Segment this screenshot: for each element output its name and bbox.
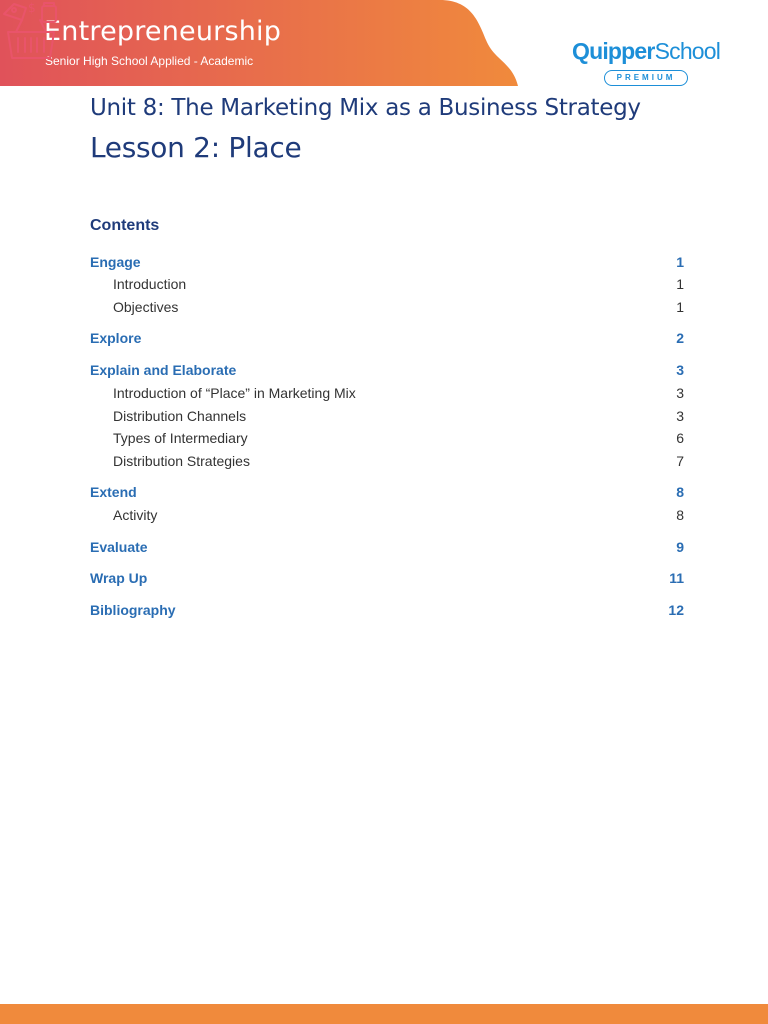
toc-entry-label: Introduction	[113, 276, 187, 292]
svg-text:$: $	[28, 1, 36, 15]
toc-subsection-link[interactable]	[90, 453, 684, 469]
toc-subsection-link[interactable]	[90, 299, 684, 315]
contents-heading: Contents	[90, 217, 160, 234]
shopping-basket-icon	[0, 0, 62, 64]
toc-subsection-link[interactable]	[90, 276, 684, 292]
logo-brand-light: School	[654, 38, 721, 64]
toc-entry-label: Extend	[90, 484, 137, 500]
toc-section-link[interactable]	[90, 602, 684, 618]
toc-section-link[interactable]	[90, 254, 684, 270]
toc-page-number: 6	[676, 430, 684, 446]
toc-page-number: 8	[676, 484, 684, 500]
toc-page-number: 11	[669, 570, 684, 586]
footer-bar	[0, 1004, 768, 1024]
toc-subsection-link[interactable]	[90, 430, 684, 446]
toc-entry-label: Bibliography	[90, 602, 176, 618]
toc-subsection-link[interactable]	[90, 408, 684, 424]
unit-title: Unit 8: The Marketing Mix as a Business Strategy	[90, 95, 641, 121]
toc-section-link[interactable]	[90, 539, 684, 555]
toc-entry-label: Distribution Strategies	[113, 453, 250, 469]
toc-entry-label: Distribution Channels	[113, 408, 247, 424]
toc-section-link[interactable]	[90, 330, 684, 346]
logo-brand-bold: Quipper	[572, 38, 655, 64]
toc-entry-label: Types of Intermediary	[113, 430, 248, 446]
toc-subsection-link[interactable]	[90, 507, 684, 523]
toc-entry-label: Explore	[90, 330, 142, 346]
toc-page-number: 7	[676, 453, 684, 469]
premium-badge: PREMIUM	[604, 70, 688, 86]
toc-entry-label: Objectives	[113, 299, 179, 315]
toc-page-number: 12	[668, 602, 684, 618]
toc-page-number: 1	[676, 299, 684, 315]
toc-entry-label: Explain and Elaborate	[90, 362, 237, 378]
toc-entry-label: Engage	[90, 254, 141, 270]
toc-entry-label: Evaluate	[90, 539, 148, 555]
toc-section-link[interactable]	[90, 570, 684, 586]
toc-page-number: 1	[676, 254, 684, 270]
toc-page-number: 1	[676, 276, 684, 292]
subject-title: Entrepreneurship	[44, 16, 282, 47]
toc-page-number: 3	[676, 408, 684, 424]
toc-subsection-link[interactable]	[90, 385, 684, 401]
toc-page-number: 3	[676, 385, 684, 401]
logo-wordmark	[572, 38, 720, 65]
toc-page-number: 8	[676, 507, 684, 523]
lesson-title: Lesson 2: Place	[90, 131, 302, 164]
toc-page-number: 2	[676, 330, 684, 346]
toc-entry-label: Introduction of “Place” in Marketing Mix	[113, 385, 356, 401]
header-banner	[0, 0, 520, 86]
toc-section-link[interactable]	[90, 362, 684, 378]
track-subtitle: Senior High School Applied - Academic	[45, 54, 254, 68]
toc-entry-label: Wrap Up	[90, 570, 148, 586]
toc-entry-label: Activity	[113, 507, 158, 523]
toc-page-number: 9	[676, 539, 684, 555]
toc-section-link[interactable]	[90, 484, 684, 500]
toc-page-number: 3	[676, 362, 684, 378]
quipper-school-logo	[572, 38, 722, 88]
